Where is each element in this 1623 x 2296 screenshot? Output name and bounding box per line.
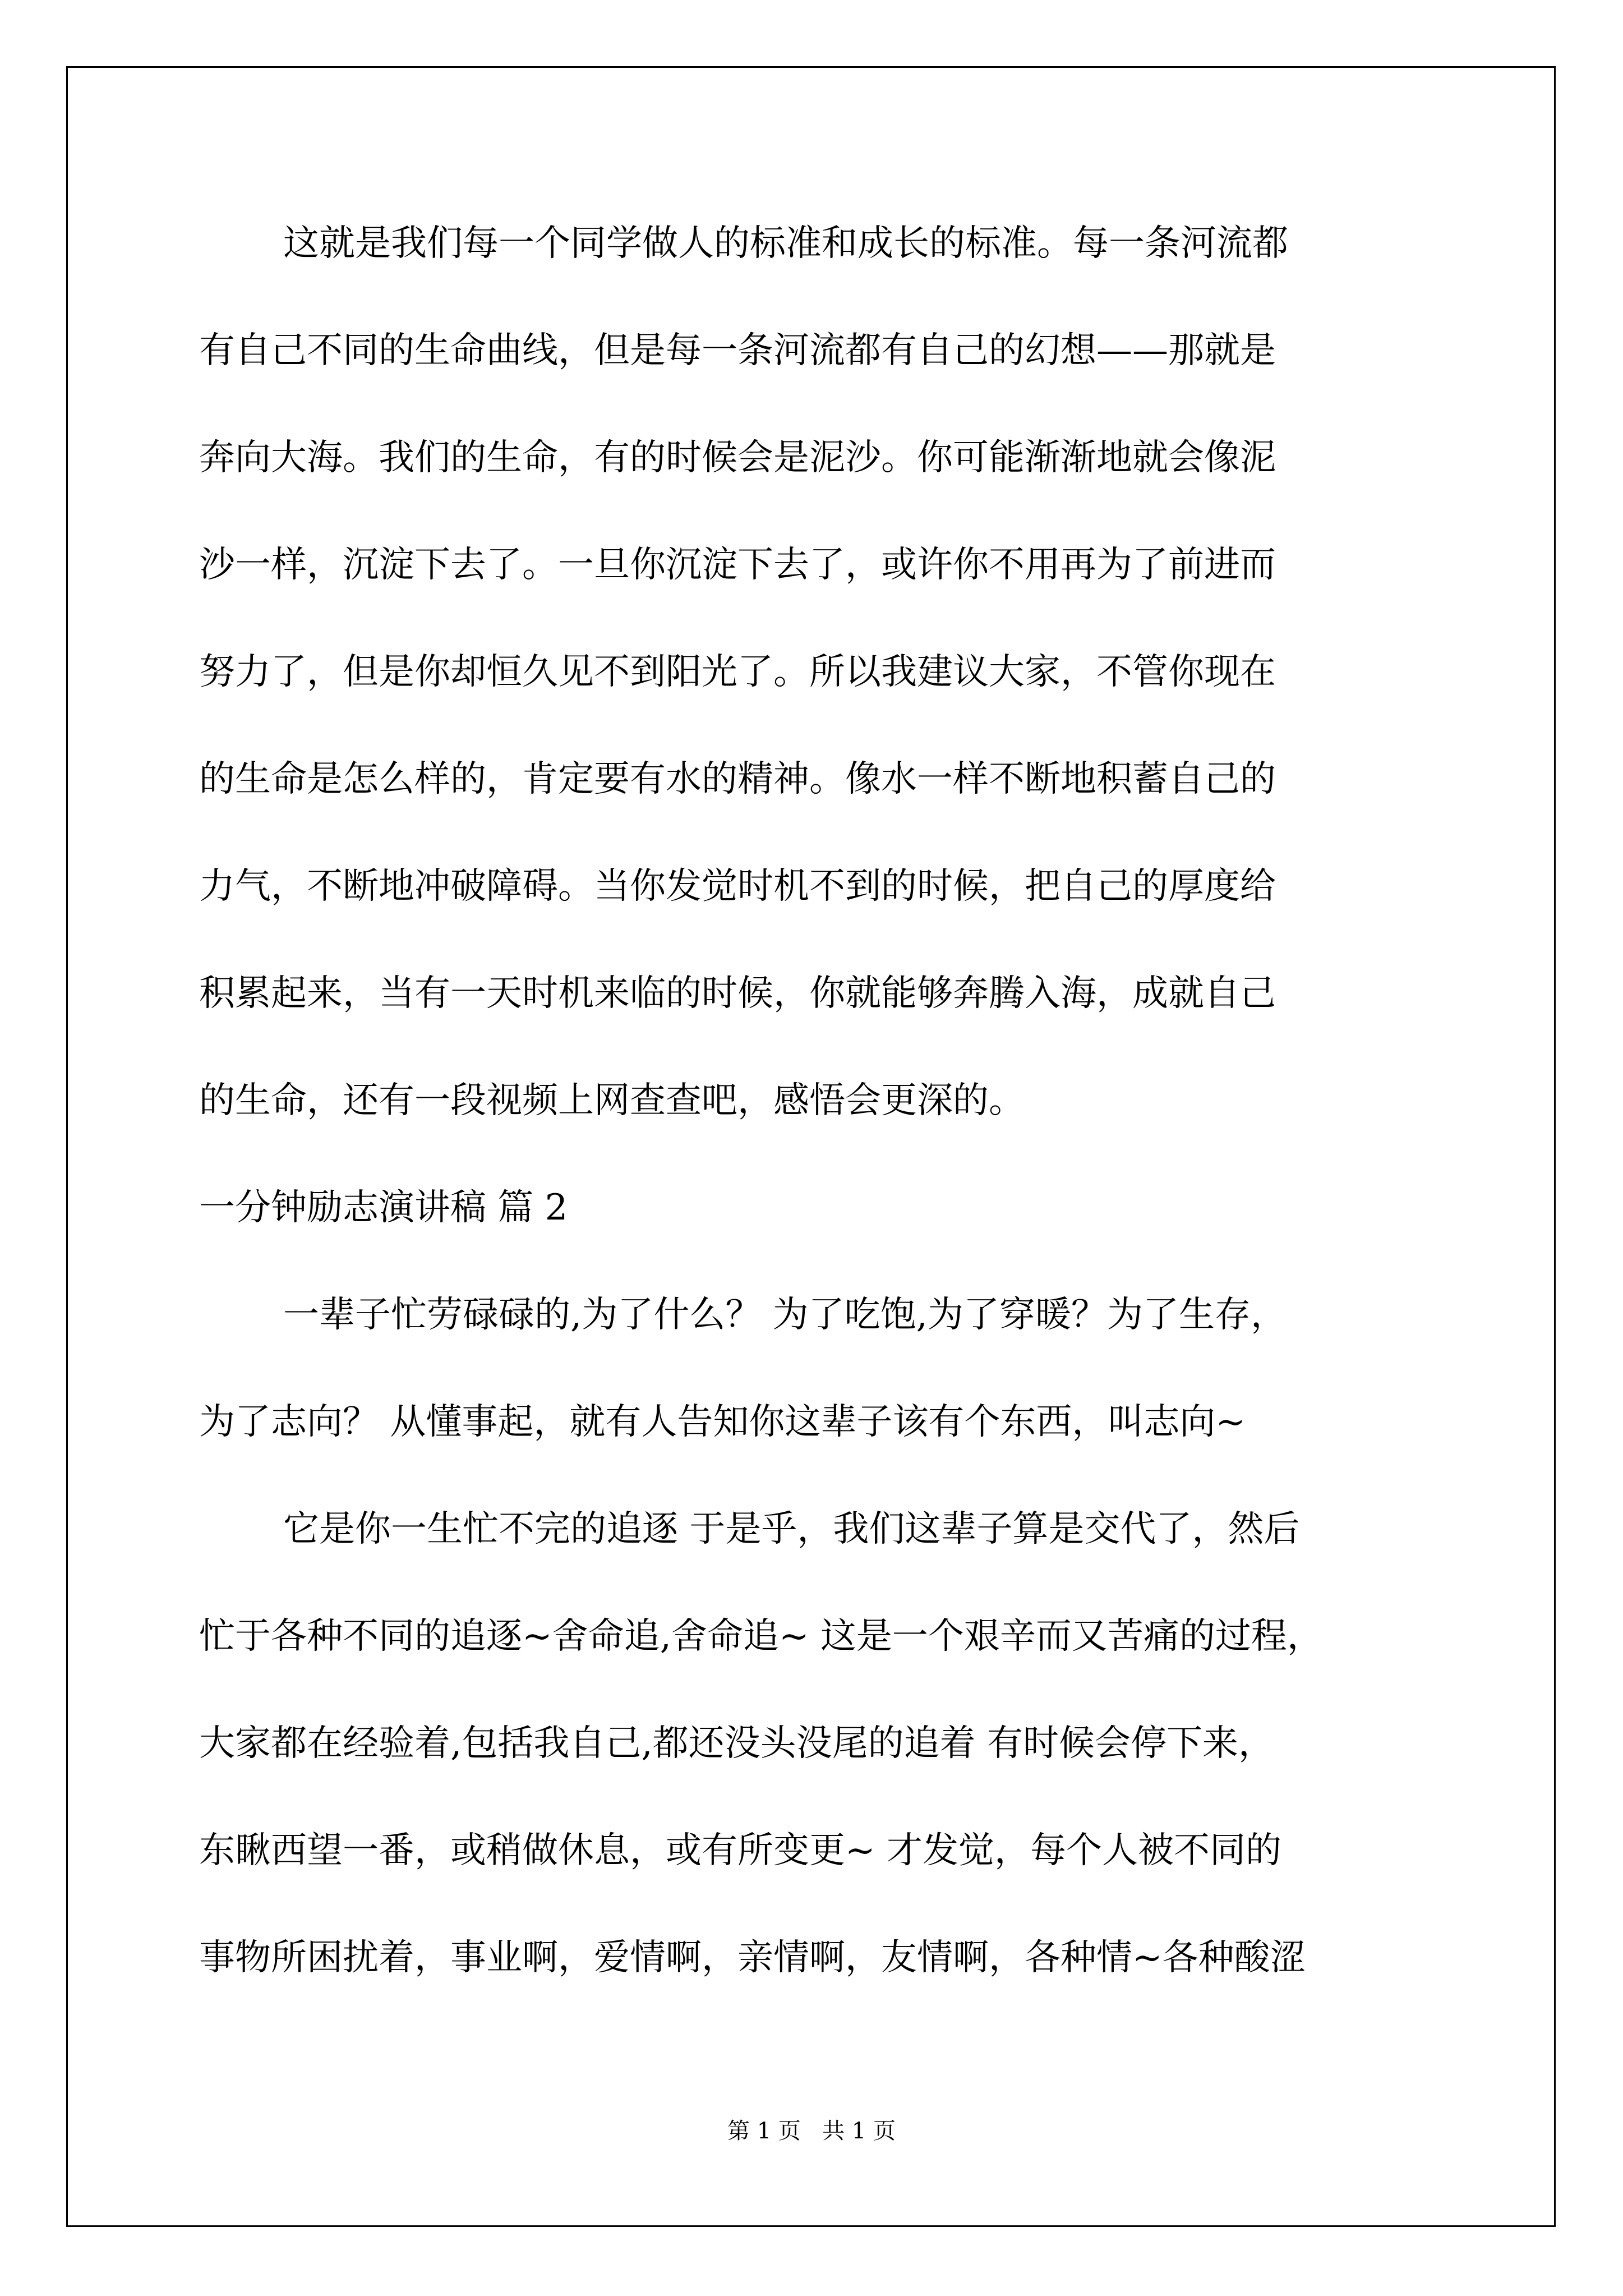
page-footer: 第 1 页 共 1 页 — [727, 2118, 896, 2144]
text-line: 一辈子忙劳碌碌的,为了什么？ 为了吃饱,为了穿暖？为了生存， — [283, 1294, 1287, 1336]
text-line: 事物所困扰着，事业啊，爱情啊，亲情啊，友情啊，各种情~各种酸涩 — [199, 1937, 1306, 1978]
text-line: 力气，不断地冲破障碍。当你发觉时机不到的时候，把自己的厚度给 — [199, 866, 1276, 907]
text-line: 大家都在经验着,包括我自己,都还没头没尾的追着 有时候会停下来， — [199, 1723, 1275, 1764]
text-line: 它是你一生忙不完的追逐 于是乎，我们这辈子算是交代了，然后 — [283, 1508, 1300, 1550]
text-line: 努力了，但是你却恒久见不到阳光了。所以我建议大家，不管你现在 — [199, 651, 1276, 693]
text-line: 为了志向？ 从懂事起，就有人告知你这辈子该有个东西，叫志向~ — [199, 1401, 1246, 1443]
text-line: 沙一样，沉淀下去了。一旦你沉淀下去了，或许你不用再为了前进而 — [199, 544, 1276, 586]
text-line: 忙于各种不同的追逐~舍命追,舍命追~ 这是一个艰辛而又苦痛的过程， — [199, 1616, 1323, 1657]
text-line: 奔向大海。我们的生命，有的时候会是泥沙。你可能渐渐地就会像泥 — [199, 437, 1276, 478]
text-line: 东瞅西望一番，或稍做休息，或有所变更~ 才发觉，每个人被不同的 — [199, 1830, 1281, 1871]
text-line: 这就是我们每一个同学做人的标准和成长的标准。每一条河流都 — [283, 223, 1288, 264]
text-line: 的生命是怎么样的，肯定要有水的精神。像水一样不断地积蓄自己的 — [199, 758, 1276, 800]
text-line: 的生命，还有一段视频上网查查吧，感悟会更深的。 — [199, 1080, 1025, 1121]
document-body — [199, 212, 1424, 2033]
paragraph-2 — [199, 1283, 1424, 1498]
text-line: 积累起来，当有一天时机来临的时候，你就能够奔腾入海，成就自己 — [199, 973, 1276, 1014]
text-line: 有自己不同的生命曲线，但是每一条河流都有自己的幻想——那就是 — [199, 330, 1276, 371]
section-heading: 一分钟励志演讲稿 篇 2 — [199, 1187, 568, 1228]
paragraph-3 — [199, 1498, 1424, 2033]
paragraph-1 — [199, 212, 1424, 1176]
